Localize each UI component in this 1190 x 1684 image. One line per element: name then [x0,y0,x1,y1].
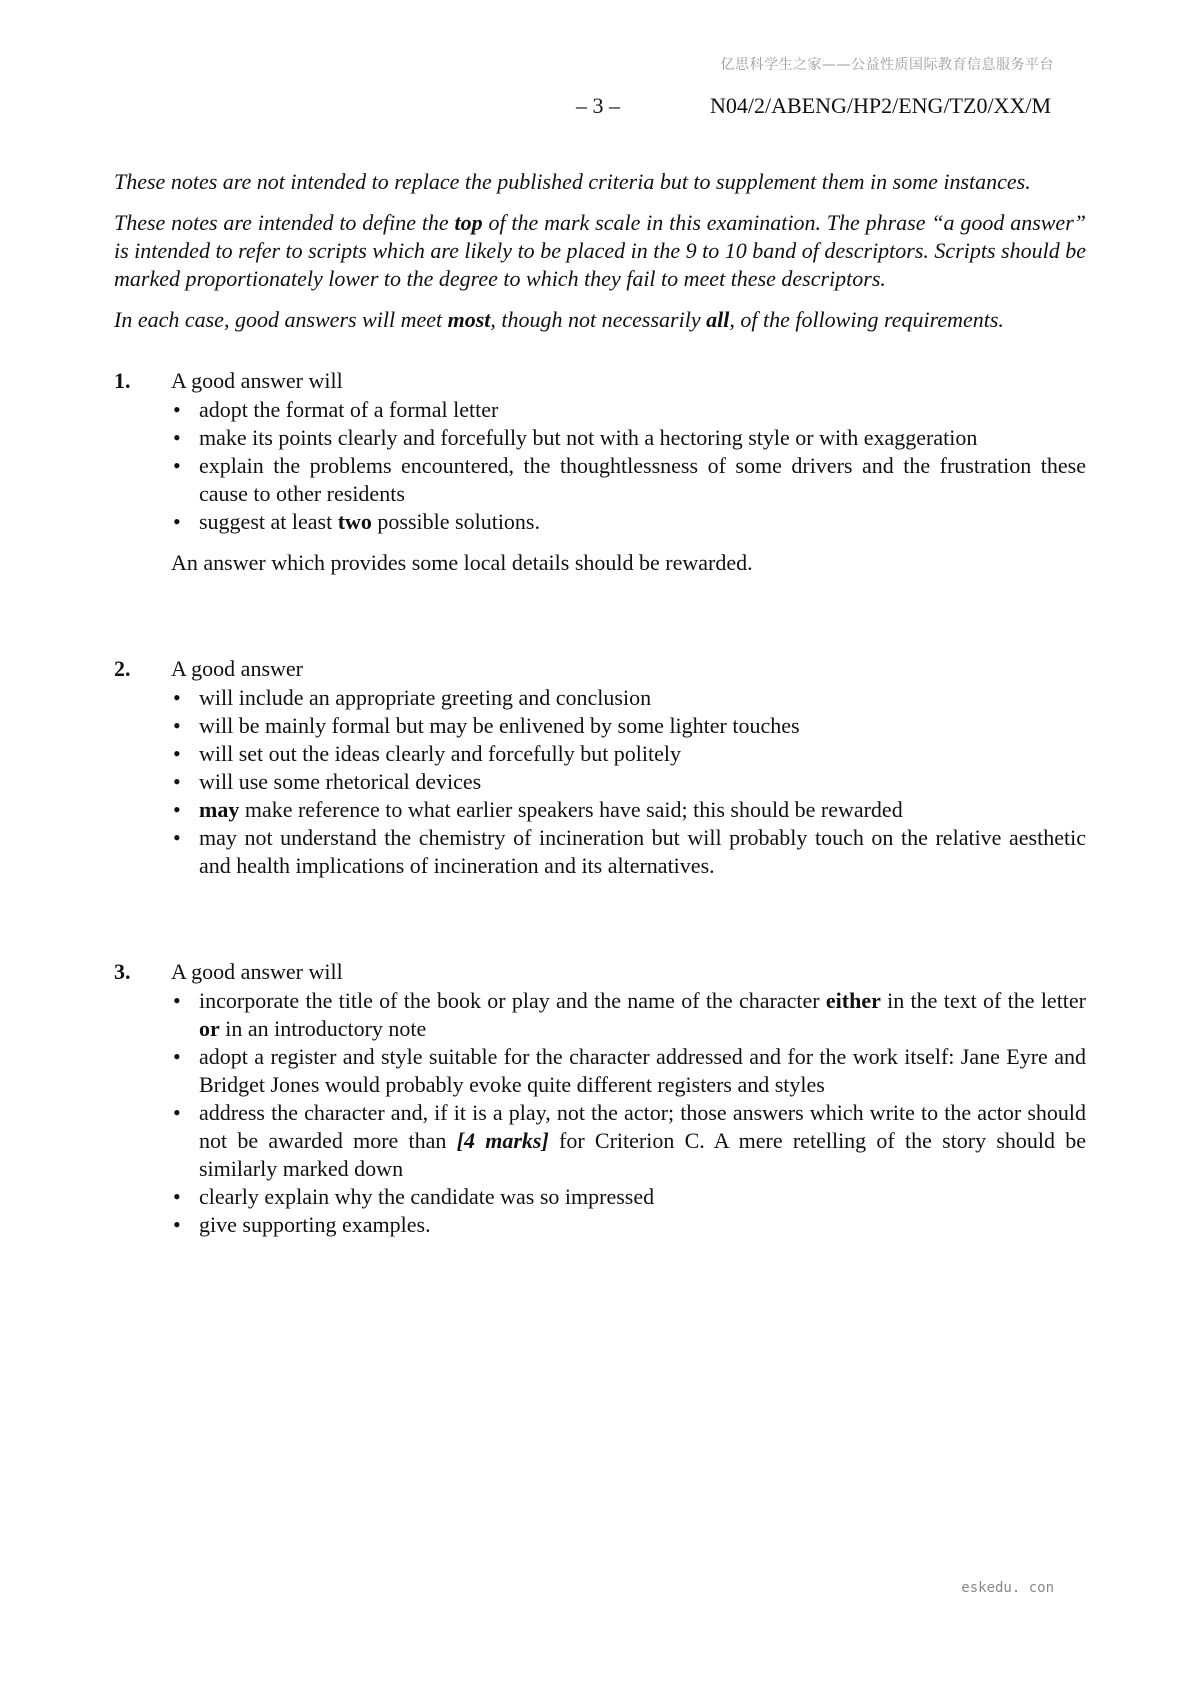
emphasis-or: or [199,1016,220,1041]
watermark-top: 亿思科学生之家——公益性质国际教育信息服务平台 [720,57,1054,73]
item-text: in an introductory note [219,1016,427,1041]
emphasis-two: two [337,509,372,534]
page-number: – 3 – [576,93,620,118]
bullet-list [171,987,1086,1239]
emphasis-may: may [199,797,240,822]
item-text: for Criterion C. A mere retelling of the story should be similarly marked down [199,1128,1086,1181]
emphasis-either: either [825,988,881,1013]
list-item: • will include an appropriate greeting and conclusion [171,684,1086,712]
question-intro: A good answer will [171,959,343,984]
emphasis-most: most [447,307,491,332]
emphasis-all: all [706,307,730,332]
list-item [171,987,1086,1043]
marks-label: [4 marks] [456,1128,549,1153]
item-text: possible solutions. [371,509,540,534]
question-2 [114,655,1086,880]
question-number: 2. [114,656,131,681]
question-number: 1. [114,368,131,393]
item-text: suggest at least [199,509,338,534]
item-text: address the character and, if it is a play, not the actor; those answers which write to the actor should not be awarded more than [199,1100,1086,1153]
bullet-list [171,684,1086,880]
list-item: • make its points clearly and forcefully but not with a hectoring style or with exaggeration [171,424,1086,452]
reward-note: An answer which provides some local details should be rewarded. [171,550,753,575]
question-3 [114,958,1086,1239]
note-paragraph-1: These notes are not intended to replace the published criteria but to supplement them in some instances. [114,169,1031,194]
list-item [171,1099,1086,1183]
question-intro: A good answer will [171,368,343,393]
list-item [171,796,1086,824]
question-intro: A good answer [171,656,303,681]
question-1 [114,367,1086,577]
item-text: make reference to what earlier speakers have said; this should be rewarded [239,797,903,822]
note-text: , of the following requirements. [729,307,1004,332]
main-content [114,168,1086,1239]
emphasis-top: top [454,210,483,235]
note-text: These notes are intended to define the [114,210,455,235]
note-paragraph-2 [114,209,1086,293]
question-number: 3. [114,959,131,984]
list-item: • adopt the format of a formal letter [171,396,1086,424]
question-body [171,655,1086,880]
list-item: • give supporting examples. [171,1211,1086,1239]
note-paragraph-3 [114,306,1086,334]
list-item [171,508,1086,536]
note-text: of the mark scale in this examination. The phrase “a good answer” is intended to refer to scripts which are likely to be placed in the 9 to 10 band of descriptors. Scripts should be marked proportionately lower to the degree to which they fail to meet these descriptors. [114,210,1086,291]
item-text: incorporate the title of the book or play and the name of the character [199,988,826,1013]
list-item: • clearly explain why the candidate was so impressed [171,1183,1086,1211]
list-item: • explain the problems encountered, the thoughtlessness of some drivers and the frustration these cause to other residents [171,452,1086,508]
list-item: • adopt a register and style suitable for the character addressed and for the work itself: Jane Eyre and Bridget Jones would probably evoke quite different registers and styles [171,1043,1086,1099]
question-body [171,958,1086,1239]
note-text: In each case, good answers will meet [114,307,448,332]
note-text: , though not necessarily [490,307,707,332]
list-item: • will use some rhetorical devices [171,768,1086,796]
item-text: in the text of the letter [880,988,1087,1013]
list-item: • will set out the ideas clearly and forcefully but politely [171,740,1086,768]
list-item: • may not understand the chemistry of incineration but will probably touch on the relative aesthetic and health implications of incineration and its alternatives. [171,824,1086,880]
document-code: N04/2/ABENG/HP2/ENG/TZ0/XX/M [710,93,1051,118]
question-body [171,367,1086,577]
watermark-footer: eskedu. con [961,1580,1054,1596]
list-item: • will be mainly formal but may be enlivened by some lighter touches [171,712,1086,740]
bullet-list [171,396,1086,536]
